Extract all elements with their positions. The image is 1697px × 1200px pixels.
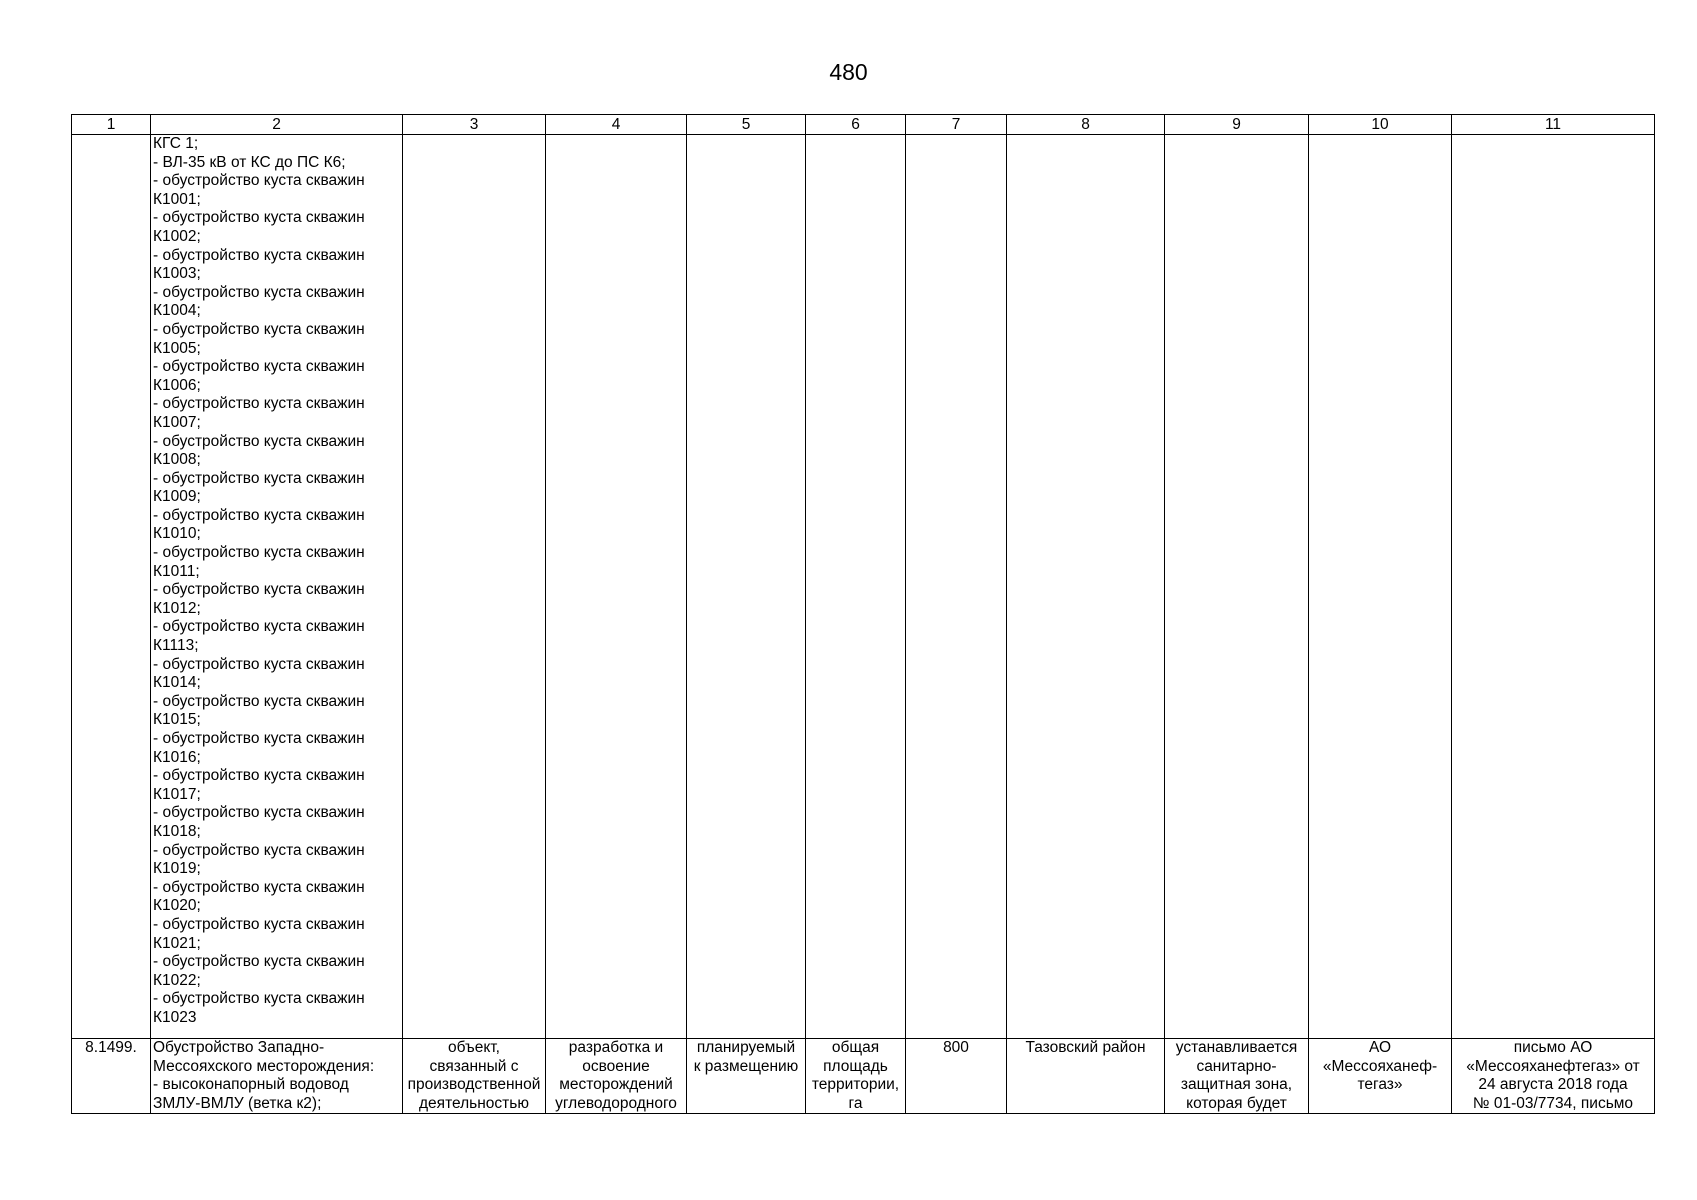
cell-text-line: углеводородного (555, 1094, 677, 1112)
object-list-line: - обустройство куста скважин (153, 172, 365, 190)
object-list-line: К1015; (153, 711, 201, 729)
cell-text-line: 8.1499. (85, 1039, 137, 1056)
object-list-line: К1020; (153, 897, 201, 915)
object-list-line: - обустройство куста скважин (153, 544, 365, 562)
header-col-1: 1 (72, 115, 151, 135)
cell-location (1007, 1039, 1165, 1114)
object-list-line: К1010; (153, 525, 201, 543)
object-list-line: - обустройство куста скважин (153, 432, 365, 450)
object-list-line: К1006; (153, 376, 201, 394)
object-list-line: - обустройство куста скважин (153, 283, 365, 301)
object-list-line: К1021; (153, 934, 201, 952)
cell-status (687, 1039, 806, 1114)
object-list-line: - обустройство куста скважин (153, 358, 365, 376)
cell-organization (1309, 1039, 1452, 1114)
cell-text-line: - высоконапорный водовод (153, 1076, 349, 1094)
register-table (71, 114, 1655, 1114)
header-col-7: 7 (906, 115, 1007, 135)
cell-text-line: Тазовский район (1025, 1039, 1146, 1056)
cell-text-line: которая будет (1186, 1094, 1287, 1112)
object-list-line: - обустройство куста скважин (153, 841, 365, 859)
cell-text-line: устанавливается (1175, 1039, 1298, 1056)
object-list-line: - обустройство куста скважин (153, 320, 365, 338)
object-list-line: - обустройство куста скважин (153, 990, 365, 1008)
cell-text-line: общая (831, 1039, 880, 1056)
object-list-line: К1022; (153, 971, 201, 989)
cell-text-line: № 01-03/7734, письмо (1472, 1094, 1634, 1112)
header-col-3: 3 (403, 115, 546, 135)
cell-text-line: Обустройство Западно- (153, 1039, 325, 1056)
cell-col-8 (1007, 135, 1165, 1039)
header-col-6: 6 (806, 115, 906, 135)
object-list-line: - обустройство куста скважин (153, 395, 365, 413)
cell-text-line: освоение (582, 1057, 650, 1075)
cell-col-5 (687, 135, 806, 1039)
cell-text-line: площадь (823, 1057, 888, 1075)
object-list-line: - обустройство куста скважин (153, 692, 365, 710)
cell-text-line: месторождений (559, 1076, 673, 1094)
cell-characteristic (806, 1039, 906, 1114)
cell-zone (1165, 1039, 1309, 1114)
cell-text-line: тегаз» (1357, 1076, 1403, 1094)
object-list-line: К1008; (153, 451, 201, 469)
cell-text-line: АО (1368, 1039, 1392, 1056)
object-list-line: - обустройство куста скважин (153, 953, 365, 971)
cell-text-line: 800 (943, 1039, 969, 1056)
cell-text-line: «Мессояханеф- (1322, 1057, 1438, 1075)
object-list-line: - обустройство куста скважин (153, 209, 365, 227)
object-list-line: К1004; (153, 302, 201, 320)
cell-basis-document (1452, 1039, 1655, 1114)
table-row-continuation (72, 135, 1655, 1039)
cell-text-line: Мессояхского месторождения: (153, 1057, 375, 1075)
cell-text-line: разработка и (568, 1039, 664, 1056)
cell-row-number (72, 1039, 151, 1114)
cell-text-line: планируемый (696, 1039, 796, 1056)
cell-text-line: 24 августа 2018 года (1478, 1076, 1628, 1094)
object-list-line: К1005; (153, 339, 201, 357)
column-number-row (72, 115, 1655, 135)
cell-object-list (151, 135, 403, 1039)
cell-area-value (906, 1039, 1007, 1114)
cell-col-1 (72, 135, 151, 1039)
object-list-line: - обустройство куста скважин (153, 618, 365, 636)
object-list-line: - обустройство куста скважин (153, 767, 365, 785)
cell-text-line: «Мессояханефтегаз» от (1466, 1057, 1640, 1075)
object-list-line: - обустройство куста скважин (153, 506, 365, 524)
cell-object-type (403, 1039, 546, 1114)
cell-text-line: санитарно- (1196, 1057, 1277, 1075)
cell-purpose (546, 1039, 687, 1114)
cell-text-line: письмо АО (1513, 1039, 1593, 1056)
object-list-line: К1002; (153, 227, 201, 245)
cell-col-6 (806, 135, 906, 1039)
header-col-10: 10 (1309, 115, 1452, 135)
object-list-line: К1009; (153, 488, 201, 506)
object-list-line: К1113; (153, 637, 199, 655)
cell-col-3 (403, 135, 546, 1039)
header-col-9: 9 (1165, 115, 1309, 135)
object-list-line: - обустройство куста скважин (153, 581, 365, 599)
object-list-line: К1017; (153, 785, 201, 803)
header-col-11: 11 (1452, 115, 1655, 135)
cell-col-4 (546, 135, 687, 1039)
object-list-line: К1003; (153, 265, 201, 283)
cell-text-line: деятельностью (419, 1094, 529, 1112)
cell-object-name (151, 1039, 403, 1114)
cell-text-line: защитная зона, (1180, 1076, 1293, 1094)
cell-text-line: территории, (811, 1076, 900, 1094)
object-list-line: К1014; (153, 674, 201, 692)
object-list-line: К1012; (153, 599, 201, 617)
object-list-line: - обустройство куста скважин (153, 878, 365, 896)
object-list-line: К1011; (153, 562, 200, 580)
header-col-8: 8 (1007, 115, 1165, 135)
object-list-line: - обустройство куста скважин (153, 655, 365, 673)
object-list-line: К1019; (153, 860, 201, 878)
cell-col-10 (1309, 135, 1452, 1039)
object-list-line: К1023 (153, 1008, 197, 1026)
cell-text-line: производственной (407, 1076, 541, 1094)
header-col-5: 5 (687, 115, 806, 135)
cell-text-line: к размещению (693, 1057, 799, 1075)
cell-text-line: объект, (448, 1039, 500, 1056)
cell-col-11 (1452, 135, 1655, 1039)
object-list-line: К1001; (153, 190, 201, 208)
object-list-line: К1016; (153, 748, 201, 766)
page-number: 480 (829, 59, 868, 85)
header-col-2: 2 (151, 115, 403, 135)
object-list-line: - обустройство куста скважин (153, 469, 365, 487)
header-col-4: 4 (546, 115, 687, 135)
cell-col-7 (906, 135, 1007, 1039)
object-list-line: КГС 1; (153, 135, 199, 152)
object-list-line: К1007; (153, 413, 201, 431)
cell-text-line: га (848, 1094, 863, 1112)
object-list-line: - обустройство куста скважин (153, 730, 365, 747)
object-list-line: - обустройство куста скважин (153, 915, 365, 933)
object-list-line: - обустройство куста скважин (153, 804, 365, 822)
cell-col-9 (1165, 135, 1309, 1039)
table-row-8-1499 (72, 1039, 1655, 1114)
cell-text-line: ЗМЛУ-ВМЛУ (ветка к2); (153, 1094, 322, 1112)
object-list-line: - обустройство куста скважин (153, 246, 365, 264)
object-list-line: - ВЛ-35 кВ от КС до ПС К6; (153, 153, 346, 171)
cell-text-line: связанный с (429, 1057, 519, 1075)
object-list-line: К1018; (153, 822, 201, 840)
